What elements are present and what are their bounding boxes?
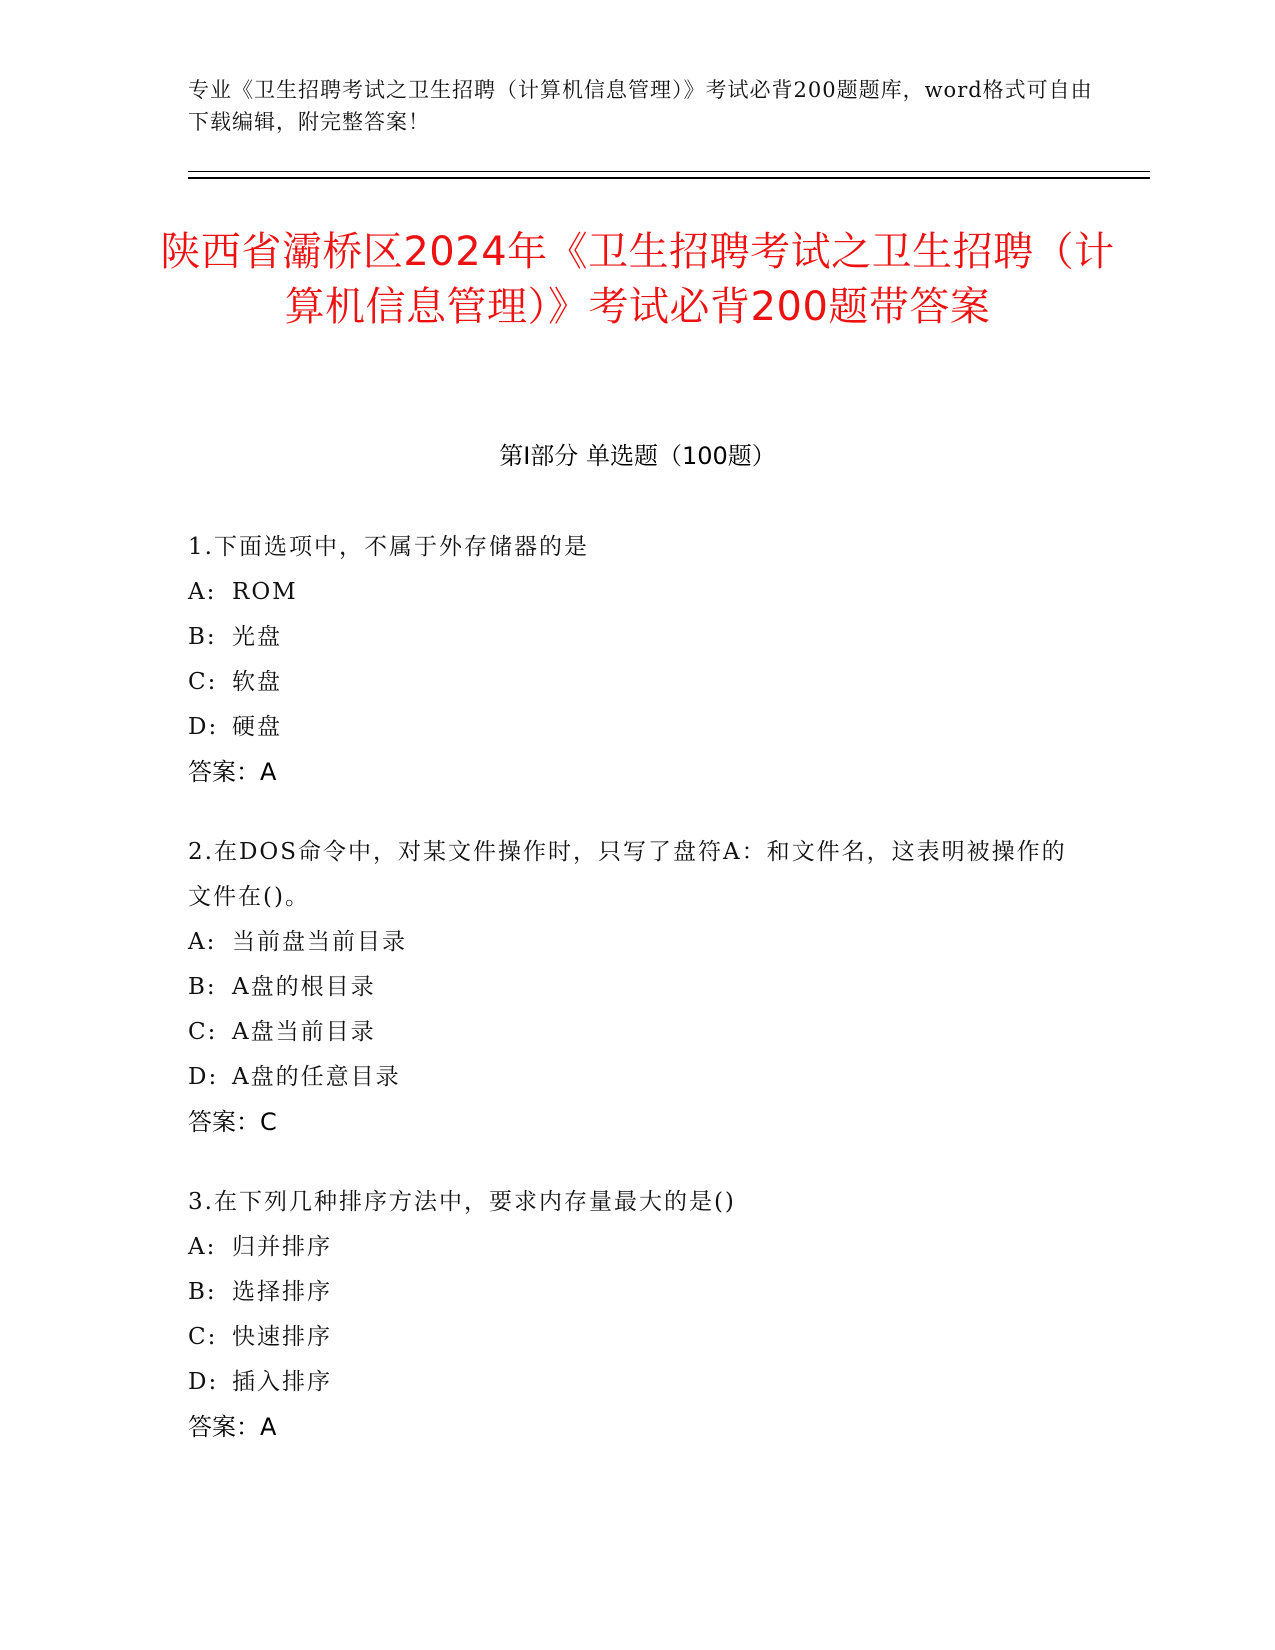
answer-line: 答案：C — [188, 1108, 277, 1136]
header-rule-thick — [188, 177, 1150, 179]
question-1 — [188, 525, 1088, 795]
option-b — [188, 1270, 1088, 1315]
option-a — [188, 570, 1088, 615]
document-title: 陕西省灞桥区2024年《卫生招聘考试之卫生招聘（计算机信息管理）》考试必背200题带答案 — [160, 229, 1115, 330]
option-a — [188, 1225, 1088, 1270]
option-c — [188, 1315, 1088, 1360]
option-letter: C: — [188, 669, 218, 695]
question-stem: 3.在下列几种排序方法中，要求内存量最大的是() — [188, 1189, 736, 1215]
option-text: 软盘 — [232, 669, 282, 695]
option-c — [188, 660, 1088, 705]
option-text: 快速排序 — [232, 1324, 332, 1350]
option-d — [188, 705, 1088, 750]
option-b — [188, 615, 1088, 660]
option-c — [188, 1010, 1088, 1055]
option-letter: C: — [188, 1324, 218, 1350]
option-d — [188, 1360, 1088, 1405]
section-heading: 第I部分 单选题（100题） — [499, 442, 776, 470]
answer-line: 答案：A — [188, 1413, 277, 1441]
option-d — [188, 1055, 1088, 1100]
option-text: ROM — [232, 579, 298, 605]
question-2 — [188, 830, 1088, 1145]
option-text: A盘的任意目录 — [232, 1064, 401, 1090]
option-b — [188, 965, 1088, 1010]
option-text: 选择排序 — [232, 1279, 332, 1305]
option-letter: A: — [188, 1234, 217, 1260]
option-text: A盘的根目录 — [232, 974, 376, 1000]
option-letter: A: — [188, 929, 217, 955]
option-letter: A: — [188, 579, 217, 605]
question-stem: 2.在DOS命令中，对某文件操作时，只写了盘符A：和文件名，这表明被操作的文件在()。 — [188, 839, 1067, 910]
option-text: 硬盘 — [232, 714, 282, 740]
option-text: 光盘 — [232, 624, 282, 650]
question-stem: 1.下面选项中，不属于外存储器的是 — [188, 534, 589, 560]
option-letter: B: — [188, 624, 217, 650]
option-letter: C: — [188, 1019, 218, 1045]
option-letter: D: — [188, 1369, 219, 1395]
header-rule-thin — [188, 171, 1150, 172]
option-text: 插入排序 — [232, 1369, 332, 1395]
option-a — [188, 920, 1088, 965]
option-letter: D: — [188, 714, 219, 740]
option-letter: B: — [188, 974, 217, 1000]
option-text: 归并排序 — [232, 1234, 332, 1260]
option-text: A盘当前目录 — [232, 1019, 376, 1045]
option-text: 当前盘当前目录 — [232, 929, 407, 955]
option-letter: B: — [188, 1279, 217, 1305]
option-letter: D: — [188, 1064, 219, 1090]
answer-line: 答案：A — [188, 758, 277, 786]
question-3 — [188, 1180, 1088, 1450]
header-note: 专业《卫生招聘考试之卫生招聘（计算机信息管理）》考试必背200题题库，word格式可自由下载编辑，附完整答案！ — [188, 78, 1093, 134]
